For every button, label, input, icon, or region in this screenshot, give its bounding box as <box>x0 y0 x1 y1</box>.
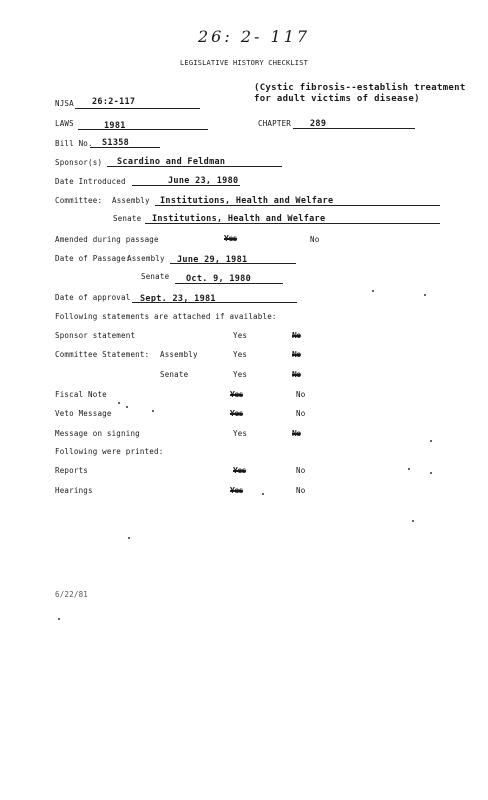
printed-row-yes: Yes <box>230 486 243 495</box>
printed-row-label: Hearings <box>55 486 93 495</box>
scan-speck <box>430 472 432 474</box>
bill-underline <box>90 147 160 148</box>
date-introduced-label: Date Introduced <box>55 177 126 186</box>
statement-row-label: Message on signing <box>55 429 140 438</box>
njsa-label: NJSA <box>55 99 74 108</box>
laws-value: 1981 <box>104 121 126 131</box>
subject-line-2: for adult victims of disease) <box>254 94 420 104</box>
statement-row-no-struck <box>292 331 301 340</box>
statement-row-no: No <box>292 331 301 340</box>
subject-line-1: (Cystic fibrosis--establish treatment <box>254 83 466 93</box>
amended-yes: Yes <box>224 234 237 243</box>
printed-row-no: No <box>296 486 306 495</box>
committee-senate-label: Senate <box>113 214 142 223</box>
date-of-approval-label: Date of approval <box>55 293 131 302</box>
scan-speck <box>118 402 120 404</box>
bill-label: Bill No. <box>55 139 93 148</box>
scan-speck <box>152 410 154 412</box>
bill-value: S1358 <box>102 138 130 148</box>
handwritten-number: 26: 2- 117 <box>198 27 311 46</box>
amended-yes-struck <box>224 234 237 243</box>
statement-row-no: No <box>296 390 306 399</box>
committee-assembly-value: Institutions, Health and Welfare <box>160 196 334 206</box>
laws-underline <box>78 129 208 130</box>
committee-label: Committee: <box>55 196 103 205</box>
passage-senate-value: Oct. 9, 1980 <box>186 274 252 284</box>
passage-senate-label: Senate <box>141 272 170 281</box>
laws-label: LAWS <box>55 119 74 128</box>
statement-row-no-struck <box>292 370 301 379</box>
scan-speck <box>58 618 60 620</box>
scan-speck <box>126 406 128 408</box>
scan-speck <box>262 493 264 495</box>
chapter-value: 289 <box>310 119 327 129</box>
printed-row-yes-struck <box>230 486 243 495</box>
date-introduced-underline <box>132 185 240 186</box>
statement-row-no: No <box>296 409 306 418</box>
scan-speck <box>424 294 426 296</box>
statement-row-label: Sponsor statement <box>55 331 136 340</box>
statement-row-label: Veto Message <box>55 409 112 418</box>
chapter-label: CHAPTER <box>258 119 292 128</box>
committee-assembly-underline <box>155 205 440 206</box>
chapter-underline <box>293 128 415 129</box>
statement-row-label: Committee Statement: <box>55 350 150 359</box>
statement-row-yes: Yes <box>230 390 243 399</box>
sponsors-value: Scardino and Feldman <box>117 157 226 167</box>
committee-senate-underline <box>145 223 440 224</box>
passage-assembly-underline <box>170 263 296 264</box>
date-of-approval-value: Sept. 23, 1981 <box>140 294 216 304</box>
printed-row-label: Reports <box>55 466 89 475</box>
printed-row-yes-struck <box>233 466 246 475</box>
amended-no: No <box>310 235 320 244</box>
statement-row-yes-struck <box>230 390 243 399</box>
statement-row-no-struck <box>292 350 301 359</box>
sponsors-label: Sponsor(s) <box>55 158 103 167</box>
statements-heading: Following statements are attached if available: <box>55 312 277 321</box>
scan-speck <box>128 537 130 539</box>
statement-row-sublabel: Assembly <box>160 350 198 359</box>
statement-row-label: Fiscal Note <box>55 390 107 399</box>
njsa-underline <box>75 108 200 109</box>
date-of-passage-label: Date of Passage: <box>55 254 131 263</box>
statement-row-no-struck <box>292 429 301 438</box>
statement-row-no: No <box>292 350 301 359</box>
statement-row-yes: Yes <box>233 429 248 438</box>
scan-speck <box>372 290 374 292</box>
printed-row-yes: Yes <box>233 466 246 475</box>
sponsors-underline <box>107 166 282 167</box>
statement-row-yes-struck <box>230 409 243 418</box>
date-of-approval-underline <box>132 302 297 303</box>
committee-senate-value: Institutions, Health and Welfare <box>152 214 326 224</box>
committee-assembly-label: Assembly <box>112 196 150 205</box>
statement-row-yes: Yes <box>233 331 248 340</box>
statement-row-no: No <box>292 370 301 379</box>
scan-speck <box>430 440 432 442</box>
date-introduced-value: June 23, 1980 <box>168 176 239 186</box>
statement-row-yes: Yes <box>233 370 248 379</box>
passage-senate-underline <box>175 283 283 284</box>
checklist-title: LEGISLATIVE HISTORY CHECKLIST <box>180 59 309 67</box>
scan-speck <box>412 520 414 522</box>
njsa-value: 26:2-117 <box>92 97 136 107</box>
footer-date: 6/22/81 <box>55 590 89 599</box>
statement-row-yes: Yes <box>230 409 243 418</box>
statement-row-sublabel: Senate <box>160 370 189 379</box>
printed-row-no: No <box>296 466 306 475</box>
statement-row-no: No <box>292 429 301 438</box>
amended-label: Amended during passage <box>55 235 159 244</box>
statement-row-yes: Yes <box>233 350 248 359</box>
passage-assembly-label: Assembly <box>127 254 165 263</box>
printed-heading: Following were printed: <box>55 447 164 456</box>
scan-speck <box>408 468 410 470</box>
passage-assembly-value: June 29, 1981 <box>177 255 248 265</box>
